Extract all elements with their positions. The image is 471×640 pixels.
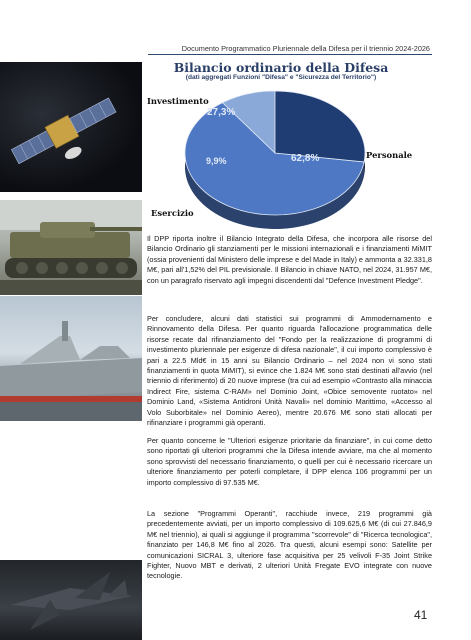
pie-slice-investimento (275, 91, 365, 162)
paragraph-ammodernamento: Per concludere, alcuni dati statistici sui programmi di Ammodernamento e Rinnovamento della Difesa. Per quanto riguarda l'allocazione programmatica delle risorse recate dal rifinanziamento del "Fondo per la realizzazione di programmi di investimento pluriennale per esigenze di difesa nazionale", il cui importo complessivo è pari a 22.5 Mld€ in 15 anni su Bilancio Ordinario – nel 2024 non vi sono stati finanziamenti in quota MiMIT), si evince che 1.824 M€ sono stati destinati all'avvio (nel triennio di riferimento) di 20 nuove imprese (tra cui ad esempio «Contrasto alla minaccia Indirect Fire, sistema C-RAM» nel Dominio Joint, «Obice semovente ruotato» nel Dominio Land, «Sistema Antidroni Unità Navali» nel dominio Marittimo, «Accesso al Volo Suborbitale» nel Dominio Aereo), mentre 20.676 M€ sono stati allocati per rifinanziare i programmi già operanti. (147, 314, 432, 428)
value-personale: 62,8% (291, 153, 320, 164)
value-esercizio: 9,9% (206, 156, 227, 166)
label-esercizio: Esercizio (151, 208, 194, 218)
paragraph-bilancio-integrato: Il DPP riporta inoltre il Bilancio Integrato della Difesa, che incorpora alle risorse del Bilancio Ordinario gli stanziamenti per le missioni internazionali e i finanziamenti MiMIT (ossia provenienti dal Ministero delle imprese e del Made in Italy) e ammonta a 32.331,8 M€, pari all'1,52% del PIL previsionale. Il Bilancio in chiave NATO, nel 2024, 31.957 M€, con un paragrafo riservato agli impegni discendenti dal "Defence Investment Pledge". (147, 234, 432, 285)
label-investimento: Investimento (147, 96, 209, 106)
value-investimento: 27,3% (207, 107, 236, 118)
f35-jet-photo (0, 560, 142, 640)
label-personale: Personale (366, 150, 413, 160)
frigate-photo (0, 296, 142, 421)
pie-chart (0, 0, 471, 240)
chart-subtitle: (dati aggregati Funzioni "Difesa" e "Sicurezza del Territorio") (185, 74, 377, 81)
paragraph-ulteriori-esigenze: Per quanto concerne le "Ulteriori esigenze prioritarie da finanziare", in cui come detto sono riportati gli ulteriori programmi che la Difesa intende avviare, ma che al momento sono sprovvisti del necessario finanziamento, o quelli per cui è necessario ricercare un ulteriore finanziamento per poterli completare, il DPP elenca 106 programmi per un importo complessivo di 97.535 M€. (147, 436, 432, 487)
paragraph-programmi-operanti: La sezione "Programmi Operanti", racchiude invece, 219 programmi già precedentemente avviati, per un importo complessivo di 109.625,6 M€ (di cui 27.846,9 M€ nel triennio), ai quali si aggiunge il programma "scorrevole" di "Ricerca tecnologica", finanziato per 146,8 M€ fino al 2026. Tra questi, alcuni esempi sono: Satellite per comunicazioni SICRAL 3, ulteriore fase acquisitiva per 25 velivoli F-35 Joint Strike Fighter, Nuovo MBT e derivati, 2 ulteriori Unità Fregate EVO integrate con nuove tecnologie. (147, 509, 432, 581)
page-number: 41 (414, 608, 428, 622)
running-header: Documento Programmatico Pluriennale della Difesa per il triennio 2024-2026 (181, 44, 430, 53)
chart-title: Bilancio ordinario della Difesa (173, 60, 389, 75)
